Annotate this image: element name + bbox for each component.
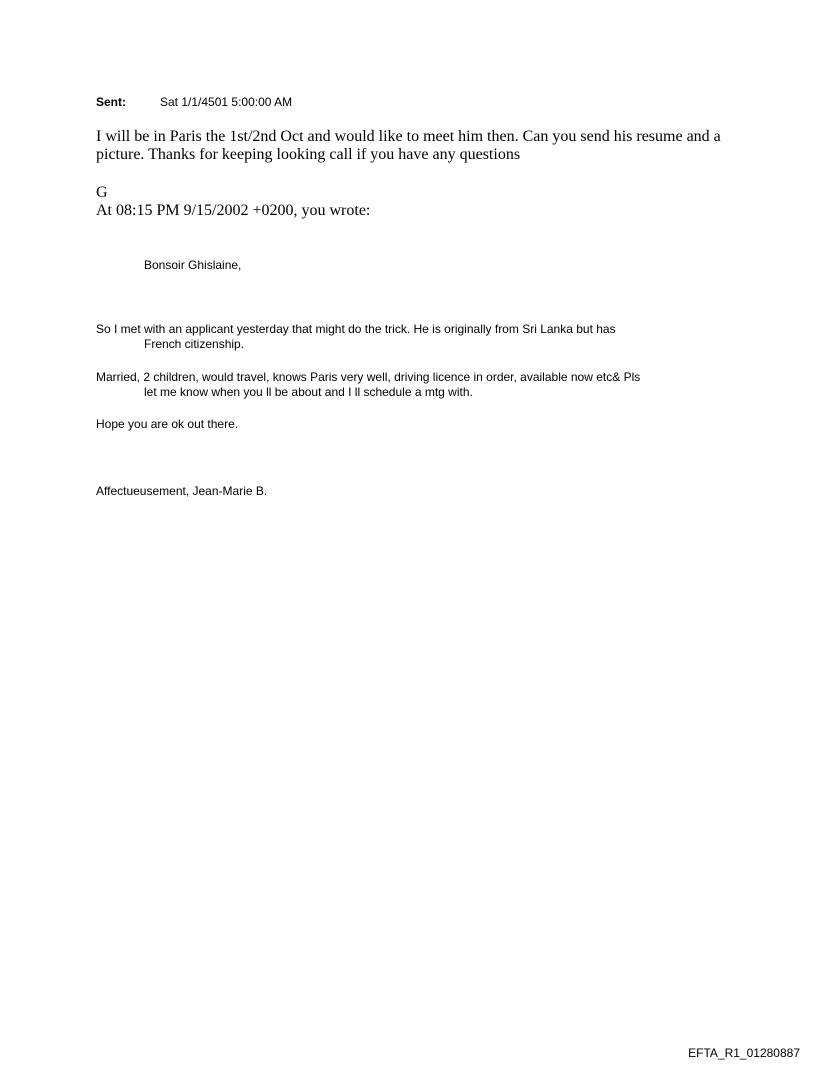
quoted-paragraph-details [96, 370, 696, 400]
quoted-paragraph-wellwish: Hope you are ok out there. [96, 417, 239, 431]
quoted-paragraph-line: French citizenship. [144, 337, 245, 351]
quoted-paragraph-line: Married, 2 children, would travel, knows Paris very well, driving licence in order, available now etc& Pls [96, 370, 641, 384]
reply-body: I will be in Paris the 1st/2nd Oct and would like to meet him then. Can you send his resume and a picture. Thanks for keeping looking call if you have any questions [96, 128, 721, 163]
quoted-paragraph-line: let me know when you ll be about and I ll schedule a mtg with. [144, 385, 473, 399]
quoted-paragraph-line: So I met with an applicant yesterday that might do the trick. He is originally from Sri Lanka but has [96, 322, 616, 336]
quoted-paragraph-applicant [96, 322, 696, 352]
quote-intro: At 08:15 PM 9/15/2002 +0200, you wrote: [96, 202, 371, 219]
quoted-closing: Affectueusement, Jean-Marie B. [96, 484, 268, 498]
reply-signoff: G [96, 184, 108, 201]
quoted-greeting: Bonsoir Ghislaine, [144, 258, 242, 272]
sent-value: Sat 1/1/4501 5:00:00 AM [160, 95, 293, 109]
sent-label: Sent: [96, 95, 126, 109]
bates-number: EFTA_R1_01280887 [688, 1046, 800, 1060]
sent-header [96, 95, 292, 109]
